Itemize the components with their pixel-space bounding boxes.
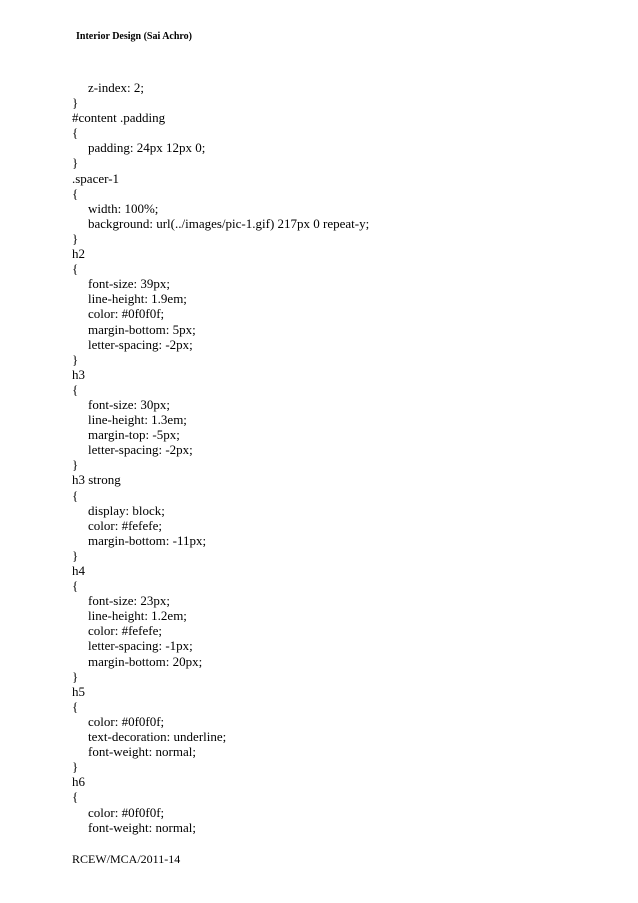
code-line: h2 <box>72 246 85 262</box>
code-line: color: #0f0f0f; <box>88 306 165 322</box>
code-line: font-size: 30px; <box>88 396 170 412</box>
code-line: text-decoration: underline; <box>88 729 227 745</box>
code-line: color: #fefefe; <box>88 623 162 639</box>
code-line: { <box>72 578 79 594</box>
code-line: margin-bottom: 20px; <box>88 653 203 669</box>
page-footer: RCEW/MCA/2011-14 <box>72 852 181 866</box>
code-line: letter-spacing: -1px; <box>88 638 193 654</box>
code-line: z-index: 2; <box>88 80 144 95</box>
code-listing <box>72 80 369 835</box>
code-line: line-height: 1.3em; <box>88 412 187 428</box>
code-line: margin-top: -5px; <box>88 427 180 443</box>
page-header: Interior Design (Sai Achro) <box>76 31 193 42</box>
code-line: padding: 24px 12px 0; <box>88 140 206 156</box>
code-line: margin-bottom: -11px; <box>88 532 207 548</box>
code-line: letter-spacing: -2px; <box>88 442 193 458</box>
code-line: } <box>72 547 79 563</box>
code-line: .spacer-1 <box>72 170 120 186</box>
code-line: } <box>72 759 79 775</box>
code-line: line-height: 1.9em; <box>88 291 187 307</box>
code-line: margin-bottom: 5px; <box>88 321 196 337</box>
code-line: h4 <box>72 563 85 578</box>
code-line: } <box>72 155 79 171</box>
code-line: } <box>72 668 79 684</box>
code-line: } <box>72 351 79 367</box>
code-line: h3 <box>72 366 85 382</box>
code-line: background: url(../images/pic-1.gif) 217px 0 repeat-y; <box>88 215 370 231</box>
code-line: { <box>72 789 79 805</box>
code-line: line-height: 1.2em; <box>88 608 187 624</box>
code-line: width: 100%; <box>88 200 159 216</box>
code-line: color: #0f0f0f; <box>88 713 165 729</box>
code-line: color: #fefefe; <box>88 517 162 533</box>
code-line: } <box>72 457 79 473</box>
code-line: { <box>72 487 79 503</box>
code-line: #content .padding <box>72 110 166 126</box>
code-line: { <box>72 261 79 277</box>
code-line: h5 <box>72 683 85 699</box>
code-line: color: #0f0f0f; <box>88 804 165 820</box>
code-line: letter-spacing: -2px; <box>88 336 193 352</box>
code-line: { <box>72 381 79 397</box>
code-line: h6 <box>72 774 85 790</box>
code-line: font-size: 23px; <box>88 593 170 609</box>
code-line: font-weight: normal; <box>88 819 196 835</box>
code-line: font-size: 39px; <box>88 276 170 292</box>
code-line: { <box>72 185 79 201</box>
code-line: h3 strong <box>72 472 121 488</box>
code-line: font-weight: normal; <box>88 744 196 760</box>
code-line: } <box>72 230 79 246</box>
code-line: { <box>72 698 79 714</box>
code-line: { <box>72 125 79 141</box>
code-line: } <box>72 95 79 111</box>
code-line: display: block; <box>88 502 165 518</box>
